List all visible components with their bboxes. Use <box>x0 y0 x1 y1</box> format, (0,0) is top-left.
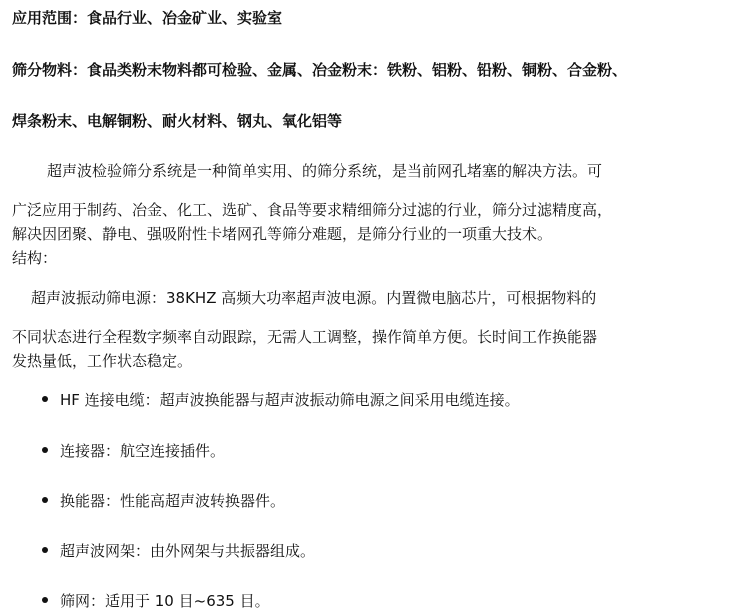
bullet-dot-icon <box>42 396 48 402</box>
bullet-dot-icon <box>42 497 48 503</box>
bullet-item-text: 筛网：适用于 10 目~635 目。 <box>60 592 270 610</box>
bullet-item-text: HF 连接电缆：超声波换能器与超声波振动筛电源之间采用电缆连接。 <box>60 391 520 409</box>
power-description-line-2: 不同状态进行全程数字频率自动跟踪，无需人工调整，操作简单方便。长时间工作换能器 <box>12 328 598 346</box>
bullet-item-cable <box>42 389 520 411</box>
bullet-item-transducer <box>42 490 285 512</box>
bullet-dot-icon <box>42 597 48 603</box>
intro-paragraph-line-3: 解决因团聚、静电、强吸附性卡堵网孔等筛分难题，是筛分行业的一项重大技术。 <box>12 225 553 243</box>
power-description-line-3: 发热量低，工作状态稳定。 <box>12 352 193 370</box>
intro-paragraph-line-2: 广泛应用于制药、冶金、化工、选矿、食品等要求精细筛分过滤的行业，筛分过滤精度高， <box>12 201 613 219</box>
bullet-dot-icon <box>42 547 48 553</box>
power-description-line-1: 超声波振动筛电源：38KHZ 高频大功率超声波电源。内置微电脑芯片，可根据物料的 <box>31 289 597 307</box>
application-range-heading: 应用范围：食品行业、冶金矿业、实验室 <box>12 9 283 27</box>
screening-materials-heading-line-2: 焊条粉末、电解铜粉、耐火材料、钢丸、氧化铝等 <box>12 112 343 130</box>
bullet-item-text: 超声波网架：由外网架与共振器组成。 <box>60 542 316 560</box>
bullet-item-text: 换能器：性能高超声波转换器件。 <box>60 492 286 510</box>
bullet-item-text: 连接器：航空连接插件。 <box>60 442 226 460</box>
intro-paragraph-line-1: 超声波检验筛分系统是一种简单实用、的筛分系统，是当前网孔堵塞的解决方法。可 <box>47 162 603 180</box>
structure-title: 结构： <box>12 249 58 267</box>
bullet-item-screen-mesh <box>42 590 270 612</box>
bullet-item-screen-frame <box>42 540 315 562</box>
screening-materials-heading-line-1: 筛分物料：食品类粉末物料都可检验、金属、冶金粉末：铁粉、铝粉、铅粉、铜粉、合金粉、 <box>12 61 628 79</box>
bullet-item-connector <box>42 440 225 462</box>
bullet-dot-icon <box>42 447 48 453</box>
